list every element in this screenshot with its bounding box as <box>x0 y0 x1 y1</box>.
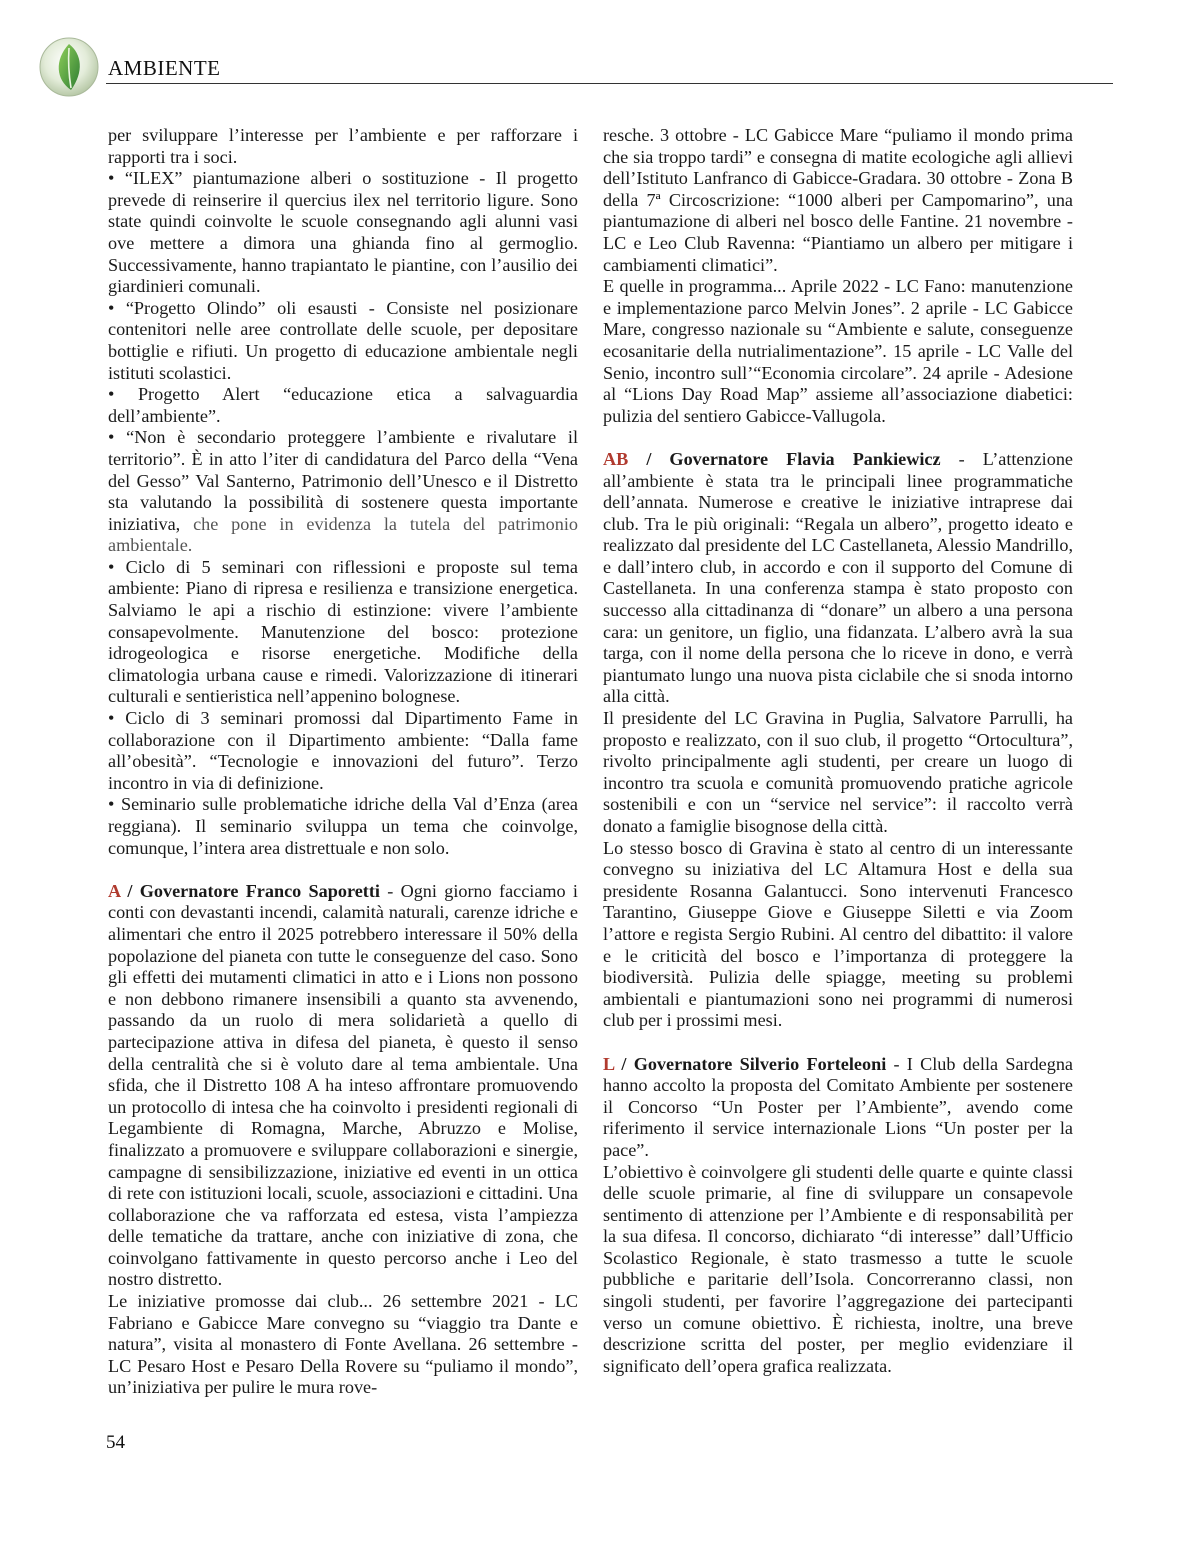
page-header <box>38 36 1078 106</box>
text-span: • “Non è secondario proteggere l’ambiente e rivalutare il territorio”. È in atto l’iter di candidatura del Parco della “Vena del Gesso” Val Santerno, Patrimonio dell’Unesco e il Distretto sta valutando la possibilità di sostenere questa importante iniziativa, <box>108 427 578 534</box>
header-rule <box>106 83 1113 84</box>
section-letter: AB <box>603 448 629 469</box>
bullet-paragraph: • Ciclo di 3 seminari promossi dal Dipartimento Fame in collaborazione con il Dipartimento ambiente: “Dalla fame all’obesità”. “Tecnologie e innovazioni del futuro”. Terzo incontro in via di definizione. <box>108 708 578 793</box>
text-span: che pone in evidenza la tutela del patrimonio ambientale. <box>108 513 578 556</box>
bullet-paragraph <box>108 427 578 557</box>
text-span: - I Club della Sardegna hanno accolto la proposta del Comitato Ambiente per sostenere il Concorso “Un Poster per l’Ambiente”, avendo come riferimento il service internazionale Lions “Un poster per la pace”. <box>603 1053 1073 1160</box>
governor-name: / Governatore Silverio Forteleoni <box>614 1053 887 1074</box>
paragraph: Le iniziative promosse dai club... 26 settembre 2021 - LC Fabriano e Gabicce Mare convegno su “viaggio tra Dante e natura”, visita al monastero di Fonte Avellana. 26 settembre - LC Pesaro Host e Pesaro Della Rovere su “puliamo il mondo”, un’iniziativa per pulire le mura rove- <box>108 1291 578 1398</box>
paragraph: Il presidente del LC Gravina in Puglia, Salvatore Parrulli, ha proposto e realizzato, con il suo club, il progetto “Ortocultura”, rivolto principalmente agli studenti, per creare un luogo di incontro tra scuola e comunità promuovendo pratiche agricole sostenibili e con un “service nel service”: il raccolto verrà donato a famiglie bisognose della città. <box>603 708 1073 836</box>
section-ab-paragraph <box>603 449 1073 708</box>
paragraph: L’obiettivo è coinvolgere gli studenti delle quarte e quinte classi delle scuole primarie, al fine di sviluppare un consapevole sentimento di attenzione per l’Ambiente e di responsabilità per la sua difesa. Il concorso, dichiarato “di interesse” dall’Ufficio Scolastico Regionale, è stato trasmesso a tutte le scuole pubbliche e paritarie dell’Isola. Concorreranno classi, non singoli studenti, per favorire l’aggregazione dei partecipanti verso un comune obiettivo. È richiesta, inoltre, una breve descrizione scritta del poster, per meglio evidenziare il significato dell’opera grafica realizzata. <box>603 1161 1073 1376</box>
text-span: - L’attenzione all’ambiente è stata tra le principali linee programmatiche dell’annata. Numerose e creative le iniziative intraprese dai club. Tra le più originali: “Regala un albero”, progetto ideato e realizzato dal presidente del LC Castellaneta, Alessio Mandrillo, e dall’intero club, in accordo e con il supporto del Comune di Castellaneta. In una conferenza stampa è stato proposto con successo alla cittadinanza di “donare” un albero a una persona cara: un genitore, un figlio, una fidanzata. L’albero avrà la sua targa, con il nome della persona che lo riceve in dono, e verrà piantumato lungo una nuova pista ciclabile che si snoda intorno alla città. <box>603 448 1073 707</box>
section-a-paragraph <box>108 881 578 1291</box>
bullet-paragraph: • “Progetto Olindo” oli esausti - Consiste nel posizionare contenitori nelle aree controllate delle scuole, per depositare bottiglie e rifiuti. Un progetto di educazione ambientale negli istituti scolastici. <box>108 297 578 383</box>
spacer <box>108 859 578 881</box>
section-letter: L <box>603 1053 615 1074</box>
paragraph: Lo stesso bosco di Gravina è stato al centro di un interessante convegno su iniziativa del LC Altamura Host e della sua presidente Rosanna Galantucci. Sono intervenuti Francesco Tarantino, Giuseppe Giove e Giuseppe Siletti e via Zoom l’attore e regista Sergio Rubini. Al centro del dibattito: il valore e le criticità del bosco e l’importanza di proteggere la biodiversità. Pulizia delle spiagge, meeting su problemi ambientali e piantumazioni sono nei programmi di numerosi club per i prossimi mesi. <box>603 837 1073 1031</box>
governor-name: / Governatore Flavia Pankiewicz <box>628 448 941 469</box>
section-title: AMBIENTE <box>108 56 221 80</box>
left-column <box>108 125 578 1399</box>
page-number: 54 <box>106 1432 125 1453</box>
right-column <box>603 125 1073 1377</box>
paragraph: resche. 3 ottobre - LC Gabicce Mare “puliamo il mondo prima che sia troppo tardi” e consegna di matite ecologiche agli allievi dell’Istituto Lanfranco di Gabicce-Gradara. 30 ottobre - Zona B della 7ª Circoscrizione: “1000 alberi per Campomarino”, una piantumazione di alberi nel bosco delle Fantine. 21 novembre - LC e Leo Club Ravenna: “Piantiamo un albero per mitigare i cambiamenti climatici”. <box>603 125 1073 275</box>
section-letter: A <box>108 880 121 901</box>
bullet-paragraph: • Seminario sulle problematiche idriche della Val d’Enza (area reggiana). Il seminario sviluppa un tema che coinvolge, comunque, l’intera area distrettuale e non solo. <box>108 794 578 858</box>
bullet-paragraph: • Progetto Alert “educazione etica a salvaguardia dell’ambiente”. <box>108 384 578 426</box>
leaf-icon <box>38 36 100 98</box>
bullet-paragraph: • “ILEX” piantumazione alberi o sostituzione - Il progetto prevede di reinserire il quercius ilex nel territorio ligure. Sono state quindi coinvolte le scuole consegnando agli alunni vasi ove mettere a dimora una ghianda fino al germoglio. Successivamente, hanno trapiantato le piantine, con l’ausilio dei giardinieri comunali. <box>108 168 578 297</box>
paragraph: per sviluppare l’interesse per l’ambiente e per rafforzare i rapporti tra i soci. <box>108 125 578 167</box>
spacer <box>603 427 1073 449</box>
bullet-paragraph: • Ciclo di 5 seminari con riflessioni e proposte sul tema ambiente: Piano di ripresa e resilienza e transizione energetica. Salviamo le api a rischio di estinzione: vivere l’ambiente consapevolmente. Manutenzione del bosco: protezione idrogeologica e risorse energetiche. Modifiche della climatologia urbana cause e rimedi. Valorizzazione di itinerari culturali e sentieristica nell’appenino bolognese. <box>108 556 578 707</box>
section-l-paragraph <box>603 1054 1073 1162</box>
governor-name: / Governatore Franco Saporetti <box>120 880 380 901</box>
spacer <box>603 1032 1073 1054</box>
paragraph: E quelle in programma... Aprile 2022 - LC Fano: manutenzione e implementazione parco Melvin Jones”. 2 aprile - LC Gabicce Mare, congresso nazionale su “Ambiente e salute, conseguenze ecosanitarie della nutrialimentazione”. 15 aprile - LC Valle del Senio, incontro sull’“Economia circolare”. 24 aprile - Adesione al “Lions Day Road Map” assieme all’associazione diabetici: pulizia del sentiero Gabicce-Vallugola. <box>603 276 1073 426</box>
text-span: - Ogni giorno facciamo i conti con devastanti incendi, calamità naturali, carenze idriche e alimentari che entro il 2025 potrebbero interessare il 50% della popolazione del pianeta con tutte le conseguenze del caso. Sono gli effetti dei mutamenti climatici in atto e i Lions non possono e non debbono rimanere insensibili a quanto sta avvenendo, passando da un ruolo di mera solidarietà a quello di partecipazione attiva in difesa del pianeta, è questo il senso della centralità che si è voluto dare al tema ambientale. Una sfida, che il Distretto 108 A ha inteso affrontare promuovendo un protocollo di intesa che ha coinvolto i presidenti regionali di Legambiente di Romagna, Marche, Abruzzo e Molise, finalizzato a promuovere e sviluppare collaborazioni e sinergie, campagne di sensibilizzazione, iniziative ed eventi in un ottica di rete con istituzioni locali, scuole, associazioni e cittadini. Una collaborazione che va rafforzata ed estesa, vista l’ampiezza delle tematiche da trattare, anche con iniziative di zona, che coinvolgano fattivamente in questo percorso anche i Leo del nostro distretto. <box>108 880 578 1290</box>
